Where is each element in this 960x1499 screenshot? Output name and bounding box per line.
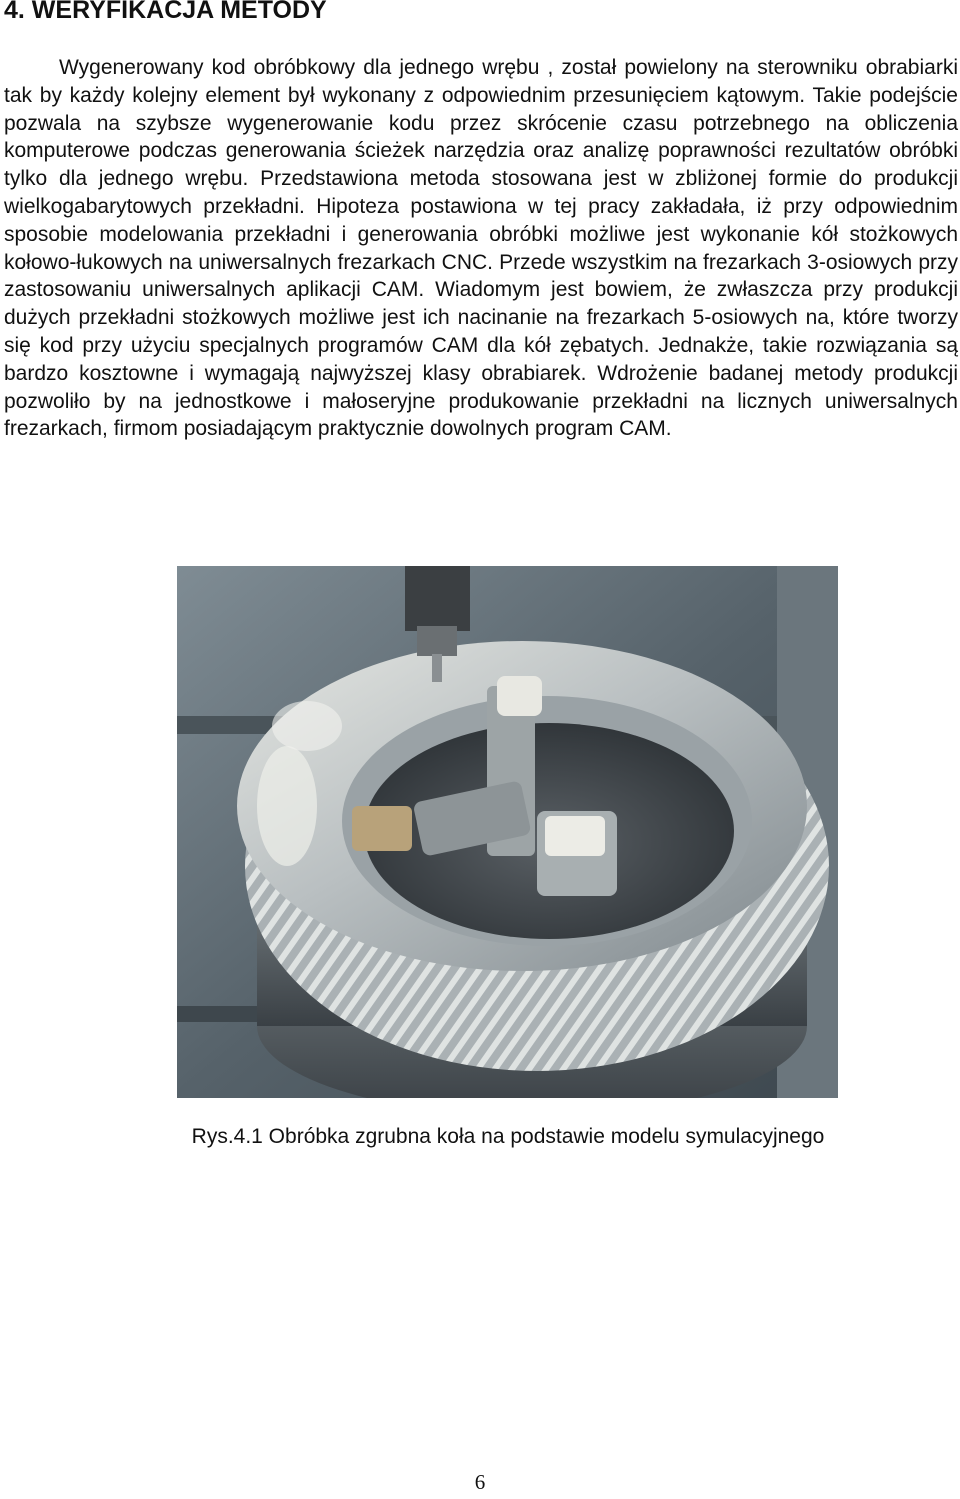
body-paragraph-text: Wygenerowany kod obróbkowy dla jednego wrębu , został powielony na sterowniku obrabiarki tak by każdy kolejny element był wykonany z odpowiednim przesunięciem kątowym. Takie podejście pozwala na szybsze wygenerowanie kodu przez skrócenie czasu potrzebnego na obliczenia komputerowe podczas generowania ścieżek narzędzia oraz analizę poprawności rezultatów obróbki tylko dla jednego wrębu. Przedstawiona metoda stosowana jest w zbliżonej formie do produkcji wielkogabarytowych przekładni. Hipoteza postawiona w tej pracy zakładała, iż przy odpowiednim sposobie modelowania przekładni i generowania obróbki możliwe jest wykonanie kół stożkowych kołowo-łukowych na uniwersalnych frezarkach CNC. Przede wszystkim na frezarkach 3-osiowych przy zastosowaniu uniwersalnych aplikacji CAM. Wiadomym jest bowiem, że zwłaszcza przy produkcji dużych przekładni stożkowych możliwe jest ich nacinanie na frezarkach 5-osiowych na, które tworzy się kod przy użyciu specjalnych programów CAM dla kół zębatych. Jednakże, takie rozwiązania są bardzo kosztowne i wymagają najwyższej klasy obrabiarek. Wdrożenie badanej metody produkcji pozwoliło by na jednostkowe i małoseryjne produkowanie przekładni na licznych uniwersalnych frezarkach, firmom posiadającym praktycznie dowolnych program CAM.	[4, 56, 958, 441]
figure-caption: Rys.4.1 Obróbka zgrubna koła na podstawie modelu symulacyjnego	[191, 1125, 825, 1148]
body-paragraph	[4, 54, 958, 443]
page-number: 6	[474, 1470, 486, 1494]
figure-photo	[177, 566, 838, 1098]
bevel-gear-machining-photo	[177, 566, 838, 1098]
section-heading: 4. WERYFIKACJA METODY	[4, 0, 327, 24]
